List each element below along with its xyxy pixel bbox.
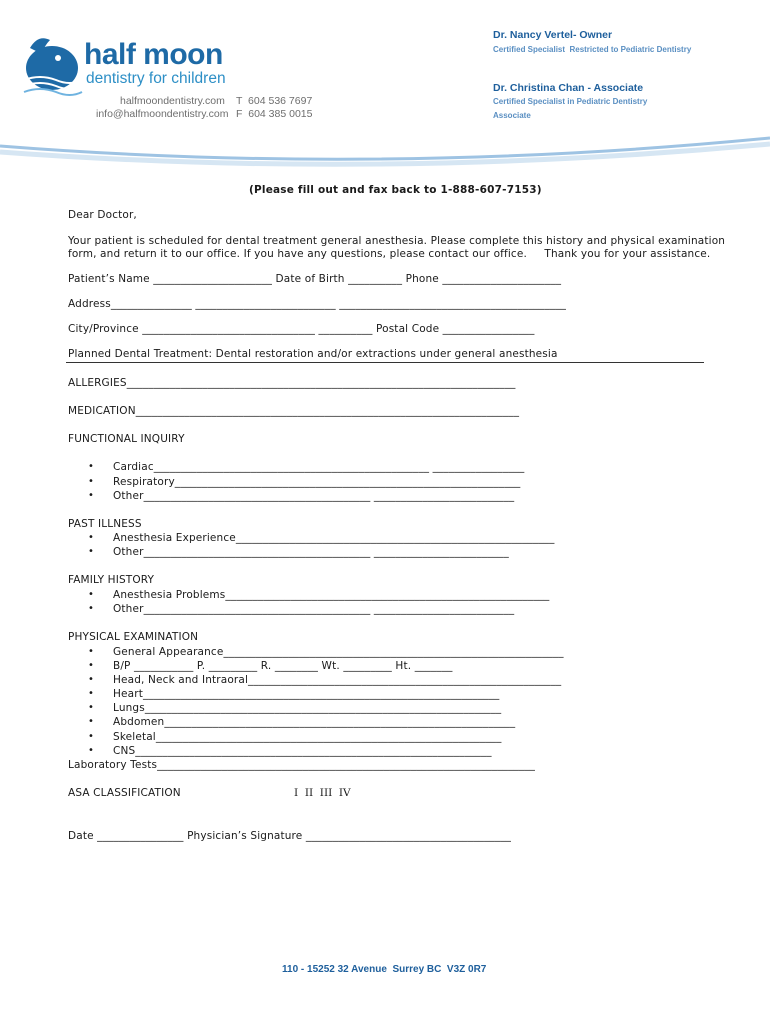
asa-label: ASA CLASSIFICATION bbox=[68, 787, 181, 799]
allergies-field[interactable]: ALLERGIES________________________________________________________________________ bbox=[68, 377, 516, 389]
heart-field[interactable]: Heart__________________________________________________________________ bbox=[113, 688, 500, 700]
bullet-icon: • bbox=[88, 476, 94, 487]
family-other-field[interactable]: Other__________________________________________ __________________________ bbox=[113, 603, 515, 615]
physical-exam-heading: PHYSICAL EXAMINATION bbox=[68, 631, 199, 643]
respiratory-field[interactable]: Respiratory________________________________________________________________ bbox=[113, 476, 521, 488]
bullet-icon: • bbox=[88, 603, 94, 614]
lab-tests-field[interactable]: Laboratory Tests______________________________________________________________________ bbox=[68, 759, 536, 771]
family-history-heading: FAMILY HISTORY bbox=[68, 574, 155, 586]
planned-treatment: Planned Dental Treatment: Dental restoration and/or extractions under general anesthesia bbox=[68, 348, 558, 360]
email-text: info@halfmoondentistry.com bbox=[96, 108, 229, 120]
intro-line-2: form, and return it to our office. If you have any questions, please contact our office. Thank you for your assistance. bbox=[68, 248, 711, 260]
phone-text: T 604 536 7697 bbox=[236, 95, 313, 107]
doctor2-cert: Certified Specialist in Pediatric Dentistry bbox=[493, 97, 648, 106]
signature-date-field[interactable]: Date ________________ Physician’s Signature ______________________________________ bbox=[68, 830, 512, 842]
city-postal-field[interactable]: City/Province ________________________________ __________ Postal Code _________________ bbox=[68, 323, 535, 335]
intro-line-1: Your patient is scheduled for dental treatment general anesthesia. Please complete this history and physical examination bbox=[68, 235, 726, 247]
whale-icon bbox=[24, 38, 82, 95]
bullet-icon: • bbox=[88, 716, 94, 727]
abdomen-field[interactable]: Abdomen_________________________________________________________________ bbox=[113, 716, 516, 728]
past-illness-heading: PAST ILLNESS bbox=[68, 518, 142, 530]
brand-tagline: dentistry for children bbox=[86, 70, 226, 87]
head-neck-field[interactable]: Head, Neck and Intraoral__________________________________________________________ bbox=[113, 674, 562, 686]
lungs-field[interactable]: Lungs__________________________________________________________________ bbox=[113, 702, 502, 714]
bullet-icon: • bbox=[88, 745, 94, 756]
vitals-field[interactable]: B/P ___________ P. _________ R. ________ Wt. _________ Ht. _______ bbox=[113, 660, 453, 672]
bullet-icon: • bbox=[88, 688, 94, 699]
bullet-icon: • bbox=[88, 646, 94, 657]
address-field[interactable]: Address_______________ __________________________ __________________________________________ bbox=[68, 298, 567, 310]
bullet-icon: • bbox=[88, 674, 94, 685]
bullet-icon: • bbox=[88, 546, 94, 557]
doctor1-cert: Certified Specialist Restricted to Pediatric Dentistry bbox=[493, 45, 692, 54]
cardiac-field[interactable]: Cardiac___________________________________________________ _________________ bbox=[113, 461, 525, 473]
section-divider bbox=[66, 362, 704, 363]
doctor2-name: Dr. Christina Chan - Associate bbox=[493, 82, 644, 94]
brand-name: half moon bbox=[84, 38, 223, 71]
anesthesia-problems-field[interactable]: Anesthesia Problems____________________________________________________________ bbox=[113, 589, 550, 601]
doctor2-role: Associate bbox=[493, 111, 531, 120]
asa-values[interactable]: I II III IV bbox=[294, 787, 351, 799]
bullet-icon: • bbox=[88, 490, 94, 501]
bullet-icon: • bbox=[88, 702, 94, 713]
bullet-icon: • bbox=[88, 461, 94, 472]
patient-info-field[interactable]: Patient’s Name ______________________ Date of Birth __________ Phone ______________________ bbox=[68, 273, 562, 285]
bullet-icon: • bbox=[88, 589, 94, 600]
anesthesia-experience-field[interactable]: Anesthesia Experience___________________________________________________________ bbox=[113, 532, 555, 544]
fax-text: F 604 385 0015 bbox=[236, 108, 313, 120]
footer-address: 110 - 15252 32 Avenue Surrey BC V3Z 0R7 bbox=[282, 964, 487, 975]
bullet-icon: • bbox=[88, 660, 94, 671]
fax-instruction: (Please fill out and fax back to 1-888-607-7153) bbox=[249, 184, 542, 196]
website-text: halfmoondentistry.com bbox=[120, 95, 225, 107]
functional-inquiry-heading: FUNCTIONAL INQUIRY bbox=[68, 433, 185, 445]
general-appearance-field[interactable]: General Appearance_______________________________________________________________ bbox=[113, 646, 564, 658]
bullet-icon: • bbox=[88, 731, 94, 742]
greeting: Dear Doctor, bbox=[68, 209, 137, 221]
medication-field[interactable]: MEDICATION_______________________________________________________________________ bbox=[68, 405, 520, 417]
doctor1-name: Dr. Nancy Vertel- Owner bbox=[493, 29, 613, 41]
cns-field[interactable]: CNS__________________________________________________________________ bbox=[113, 745, 492, 757]
functional-other-field[interactable]: Other__________________________________________ __________________________ bbox=[113, 490, 515, 502]
header-swoosh bbox=[0, 128, 770, 178]
past-other-field[interactable]: Other__________________________________________ _________________________ bbox=[113, 546, 509, 558]
skeletal-field[interactable]: Skeletal________________________________________________________________ bbox=[113, 731, 502, 743]
bullet-icon: • bbox=[88, 532, 94, 543]
